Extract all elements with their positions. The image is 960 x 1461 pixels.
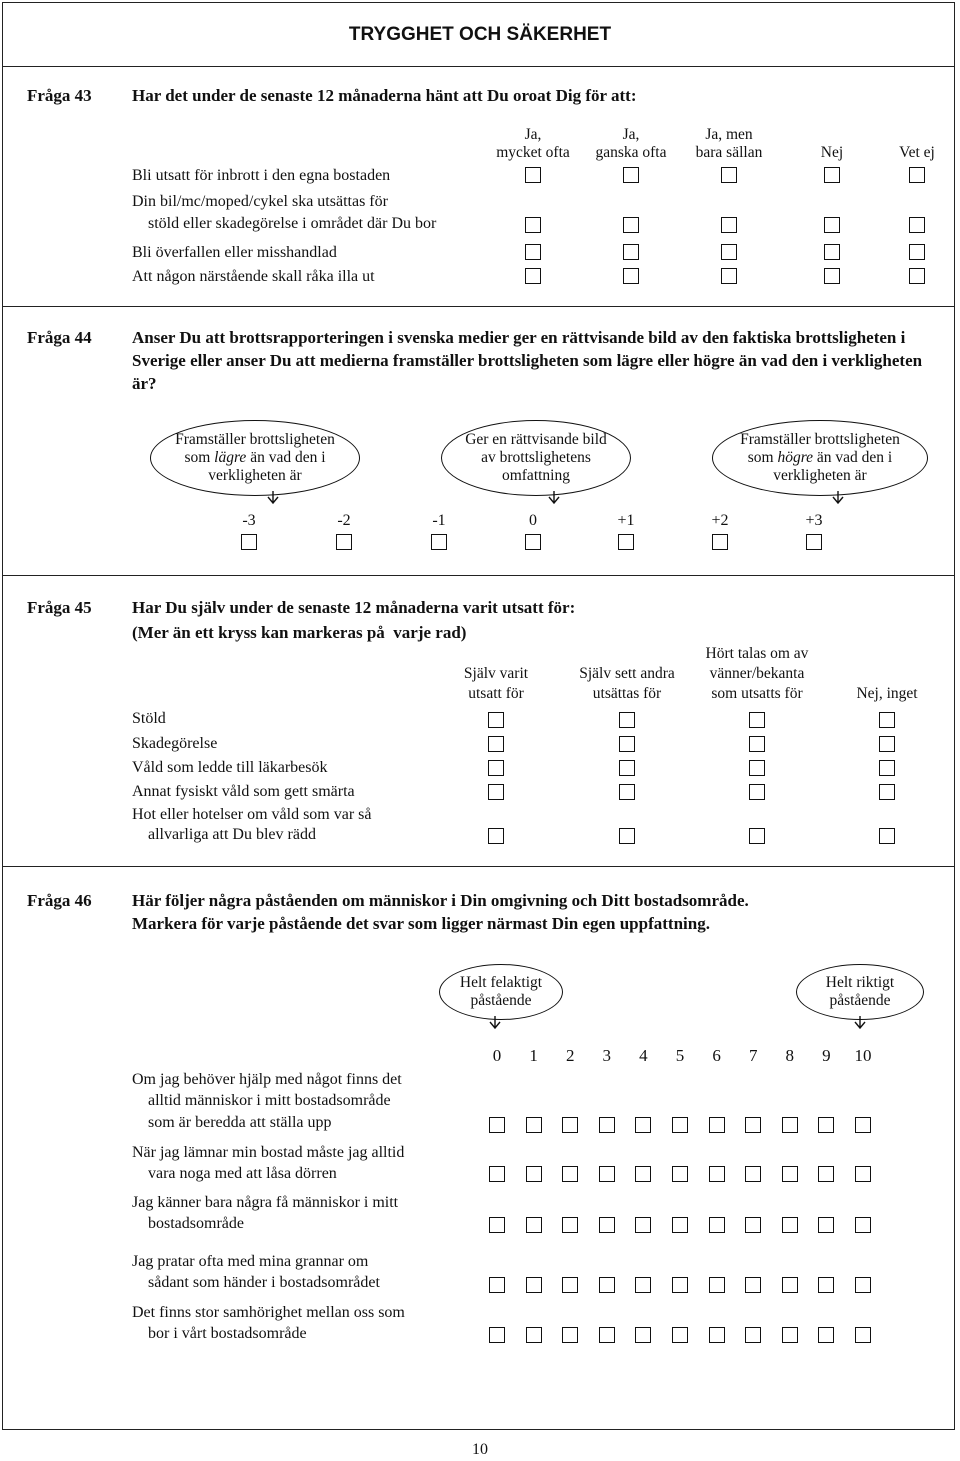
anchor-text: [826, 974, 894, 1010]
q46-checkbox[interactable]: [745, 1217, 761, 1233]
q45-column-header: [812, 644, 960, 704]
q46-checkbox[interactable]: [526, 1217, 542, 1233]
page-number: 10: [472, 1441, 488, 1458]
header-line: bara sällan: [695, 144, 763, 161]
q46-checkbox[interactable]: [855, 1166, 871, 1182]
arrow-down-icon: [853, 1016, 867, 1030]
header-line: ganska ofta: [595, 144, 667, 161]
page-title: TRYGGHET OCH SÄKERHET: [348, 24, 612, 45]
q46-anchor-left-bubble: [439, 964, 563, 1020]
q46-checkbox[interactable]: [782, 1327, 798, 1343]
q46-checkbox[interactable]: [818, 1166, 834, 1182]
q46-scale-label: 8: [785, 1046, 795, 1065]
q46-scale-label: 7: [748, 1046, 758, 1065]
q46-checkbox[interactable]: [672, 1277, 688, 1293]
q46-item-label: bostadsområde: [148, 1215, 244, 1232]
q45-checkbox[interactable]: [879, 712, 895, 728]
q46-checkbox[interactable]: [489, 1166, 505, 1182]
q46-checkbox[interactable]: [599, 1277, 615, 1293]
arrow-down-icon: [547, 491, 561, 505]
q46-scale-label: 2: [565, 1046, 575, 1065]
divider: [2, 66, 955, 67]
q45-checkbox[interactable]: [749, 712, 765, 728]
q45-question: Har Du själv under de senaste 12 månaderna varit utsatt för:: [132, 598, 576, 617]
q43-checkbox[interactable]: [525, 217, 541, 233]
q45-item-label: Annat fysiskt våld som gett smärta: [132, 783, 355, 800]
header-line: [421, 644, 571, 664]
q46-checkbox[interactable]: [526, 1327, 542, 1343]
q46-item-label: När jag lämnar min bostad måste jag alltid: [132, 1144, 405, 1161]
q44-scale-label: +1: [617, 512, 635, 529]
q45-checkbox[interactable]: [879, 828, 895, 844]
q46-checkbox[interactable]: [782, 1166, 798, 1182]
q46-checkbox[interactable]: [855, 1217, 871, 1233]
q45-checkbox[interactable]: [619, 736, 635, 752]
header-line: mycket ofta: [496, 144, 570, 161]
q45-note: (Mer än ett kryss kan markeras på varje rad): [132, 623, 467, 642]
anchor-line: Ger en rättvisande bild: [465, 431, 607, 448]
anchor-text: [460, 974, 542, 1010]
q43-checkbox[interactable]: [824, 268, 840, 284]
q46-anchor-right-bubble: [796, 964, 924, 1020]
q46-number: Fråga 46: [27, 891, 92, 910]
q45-item-label: Skadegörelse: [132, 735, 218, 752]
q46-checkbox[interactable]: [635, 1217, 651, 1233]
q46-checkbox[interactable]: [745, 1117, 761, 1133]
q43-checkbox[interactable]: [909, 217, 925, 233]
arrow-down-icon: [488, 1016, 502, 1030]
q44-scale-label: +2: [711, 512, 729, 529]
q43-checkbox[interactable]: [909, 268, 925, 284]
q46-scale-label: 4: [639, 1046, 648, 1065]
q46-scale-label: 9: [822, 1046, 831, 1065]
q44-scale-checkbox[interactable]: [241, 534, 257, 550]
q45-checkbox[interactable]: [488, 784, 504, 800]
header-line: Nej, inget: [856, 685, 918, 702]
q46-checkbox[interactable]: [818, 1277, 834, 1293]
q46-checkbox[interactable]: [745, 1277, 761, 1293]
q43-checkbox[interactable]: [721, 167, 737, 183]
q45-checkbox[interactable]: [619, 760, 635, 776]
q44-scale-label: 0: [529, 512, 537, 529]
q46-checkbox[interactable]: [489, 1217, 505, 1233]
header-line: utsättas för: [592, 685, 662, 702]
q43-number: Fråga 43: [27, 86, 92, 105]
q45-column-header: [682, 644, 832, 704]
anchor-line: verkligheten är: [773, 467, 867, 484]
anchor-text-part: än vad den i: [246, 449, 326, 466]
q43-item-label: stöld eller skadegörelse i området där Du bor: [148, 215, 437, 232]
q46-scale-label: 0: [492, 1046, 502, 1065]
q45-checkbox[interactable]: [488, 828, 504, 844]
header-line: Ja, men: [705, 126, 753, 143]
q46-checkbox[interactable]: [745, 1166, 761, 1182]
q46-checkbox[interactable]: [526, 1166, 542, 1182]
q44-scale-checkbox[interactable]: [431, 534, 447, 550]
q46-checkbox[interactable]: [672, 1117, 688, 1133]
q43-checkbox[interactable]: [623, 167, 639, 183]
anchor-line: [175, 449, 335, 467]
q43-item-label: Att någon närstående skall råka illa ut: [132, 268, 375, 285]
anchor-line: påstående: [470, 992, 532, 1009]
q46-item-label: alltid människor i mitt bostadsområde: [148, 1092, 391, 1109]
q46-checkbox[interactable]: [855, 1117, 871, 1133]
q46-item-label: sådant som händer i bostadsområdet: [148, 1274, 380, 1291]
q46-checkbox[interactable]: [562, 1217, 578, 1233]
q44-scale-label: -2: [337, 512, 351, 529]
q43-item-label: Din bil/mc/moped/cykel ska utsättas för: [132, 193, 388, 210]
q46-checkbox[interactable]: [599, 1166, 615, 1182]
q46-checkbox[interactable]: [635, 1277, 651, 1293]
q46-checkbox[interactable]: [745, 1327, 761, 1343]
anchor-line: påstående: [829, 992, 891, 1009]
header-line: Ja,: [524, 126, 542, 143]
q44-scale-label: +3: [805, 512, 823, 529]
q46-scale-label: 10: [854, 1046, 872, 1065]
anchor-line: verkligheten är: [208, 467, 302, 484]
q46-item-label: Det finns stor samhörighet mellan oss som: [132, 1304, 405, 1321]
q45-checkbox[interactable]: [488, 760, 504, 776]
header-line: som utsatts för: [711, 685, 803, 702]
q45-checkbox[interactable]: [879, 784, 895, 800]
q44-anchor-bubble: [441, 420, 631, 496]
q46-checkbox[interactable]: [562, 1166, 578, 1182]
divider: [2, 575, 955, 576]
q45-column-header: [552, 644, 702, 704]
q43-checkbox[interactable]: [623, 244, 639, 260]
q46-scale-label: 5: [675, 1046, 685, 1065]
q43-checkbox[interactable]: [623, 268, 639, 284]
divider: [2, 866, 955, 867]
anchor-text-part: som: [184, 449, 215, 466]
q46-item-label: vara noga med att låsa dörren: [148, 1165, 337, 1182]
q43-checkbox[interactable]: [721, 268, 737, 284]
q43-checkbox[interactable]: [909, 244, 925, 260]
q46-scale-label: 1: [529, 1046, 538, 1065]
header-line: [857, 126, 960, 144]
q46-checkbox[interactable]: [782, 1217, 798, 1233]
q45-checkbox[interactable]: [749, 828, 765, 844]
q44-scale-label: -1: [432, 512, 446, 529]
anchor-text: [465, 431, 607, 485]
q46-item-label: Jag pratar ofta med mina grannar om: [132, 1253, 369, 1270]
anchor-emphasis: högre: [777, 449, 814, 466]
q46-checkbox[interactable]: [855, 1327, 871, 1343]
q45-item-label: Våld som ledde till läkarbesök: [132, 759, 328, 776]
q46-checkbox[interactable]: [489, 1327, 505, 1343]
q44-scale-checkbox[interactable]: [806, 534, 822, 550]
q46-checkbox[interactable]: [672, 1166, 688, 1182]
q46-checkbox[interactable]: [672, 1217, 688, 1233]
q45-checkbox[interactable]: [879, 736, 895, 752]
q46-item-label: som är beredda att ställa upp: [148, 1114, 332, 1131]
q43-checkbox[interactable]: [721, 244, 737, 260]
header-line: Nej: [820, 144, 844, 161]
q46-checkbox[interactable]: [635, 1166, 651, 1182]
q43-checkbox[interactable]: [525, 167, 541, 183]
q43-item-label: Bli överfallen eller misshandlad: [132, 244, 337, 261]
divider: [2, 306, 955, 307]
anchor-line: Framställer brottsligheten: [740, 431, 900, 448]
q44-scale-label: -3: [242, 512, 256, 529]
q46-checkbox[interactable]: [709, 1166, 725, 1182]
q46-checkbox[interactable]: [855, 1277, 871, 1293]
q46-checkbox[interactable]: [599, 1327, 615, 1343]
q46-checkbox[interactable]: [599, 1217, 615, 1233]
q46-question-line2: Markera för varje påstående det svar som ligger närmast Din egen uppfattning.: [132, 914, 710, 933]
q46-checkbox[interactable]: [635, 1327, 651, 1343]
q43-column-header: [857, 126, 960, 162]
q44-anchor-bubble: [712, 420, 928, 496]
q45-column-header: [421, 644, 571, 704]
q46-item-label: bor i vårt bostadsområde: [148, 1325, 307, 1342]
q45-item-label: Hot eller hotelser om våld som var så: [132, 806, 372, 823]
q46-checkbox[interactable]: [709, 1217, 725, 1233]
q46-checkbox[interactable]: [818, 1327, 834, 1343]
q46-checkbox[interactable]: [562, 1277, 578, 1293]
anchor-line: Helt riktigt: [825, 974, 895, 991]
q46-checkbox[interactable]: [526, 1277, 542, 1293]
anchor-line: [740, 449, 900, 467]
header-line: vänner/bekanta: [709, 665, 805, 682]
q43-checkbox[interactable]: [824, 244, 840, 260]
q46-checkbox[interactable]: [489, 1117, 505, 1133]
anchor-text: [175, 431, 335, 485]
q46-checkbox[interactable]: [709, 1117, 725, 1133]
header-line: [552, 644, 702, 664]
header-line: Ja,: [622, 126, 640, 143]
q43-checkbox[interactable]: [824, 167, 840, 183]
anchor-line: Helt felaktigt: [459, 974, 543, 991]
q46-checkbox[interactable]: [709, 1327, 725, 1343]
q43-checkbox[interactable]: [909, 167, 925, 183]
q43-checkbox[interactable]: [525, 244, 541, 260]
q45-checkbox[interactable]: [879, 760, 895, 776]
header-line: Vet ej: [899, 144, 935, 161]
arrow-down-icon: [266, 491, 280, 505]
q43-question: Har det under de senaste 12 månaderna hänt att Du oroat Dig för att:: [132, 86, 637, 105]
header-line: utsatt för: [468, 685, 524, 702]
q46-checkbox[interactable]: [526, 1117, 542, 1133]
q46-scale-label: 6: [712, 1046, 721, 1065]
q46-checkbox[interactable]: [782, 1277, 798, 1293]
arrow-down-icon: [831, 491, 845, 505]
q45-checkbox[interactable]: [619, 828, 635, 844]
q43-column-header: [669, 126, 789, 162]
q43-checkbox[interactable]: [824, 217, 840, 233]
anchor-text-part: än vad den i: [813, 449, 893, 466]
anchor-line: Framställer brottsligheten: [175, 431, 335, 448]
anchor-line: omfattning: [501, 467, 570, 484]
q44-question: Anser Du att brottsrapporteringen i svenska medier ger en rättvisande bild av den faktiska brottsligheten i Sverige eller anser Du att medierna framställer brottsligheten som lägre eller högre än vad den i verkligheten är?: [132, 328, 923, 393]
anchor-line: [465, 449, 607, 467]
q46-checkbox[interactable]: [489, 1277, 505, 1293]
anchor-emphasis: lägre: [214, 449, 247, 466]
q44-scale-checkbox[interactable]: [336, 534, 352, 550]
q43-item-label: Bli utsatt för inbrott i den egna bostaden: [132, 167, 391, 184]
q46-checkbox[interactable]: [562, 1327, 578, 1343]
q44-scale-checkbox[interactable]: [525, 534, 541, 550]
header-line: Hört talas om av: [705, 645, 809, 662]
q45-item-label: Stöld: [132, 710, 166, 727]
q45-checkbox[interactable]: [619, 712, 635, 728]
q44-number: Fråga 44: [27, 328, 92, 347]
q46-scale-label: 3: [602, 1046, 612, 1065]
q46-checkbox[interactable]: [672, 1327, 688, 1343]
header-line: [812, 644, 960, 664]
q45-checkbox[interactable]: [749, 784, 765, 800]
header-line: Själv varit: [463, 665, 529, 682]
q45-checkbox[interactable]: [488, 712, 504, 728]
anchor-text-part: som: [747, 449, 778, 466]
q46-checkbox[interactable]: [818, 1117, 834, 1133]
q46-question-line1: Här följer några påståenden om människor i Din omgivning och Ditt bostadsområde.: [132, 891, 749, 910]
q43-checkbox[interactable]: [623, 217, 639, 233]
q43-checkbox[interactable]: [525, 268, 541, 284]
q44-scale-checkbox[interactable]: [618, 534, 634, 550]
q45-checkbox[interactable]: [749, 736, 765, 752]
q45-checkbox[interactable]: [619, 784, 635, 800]
q44-scale-checkbox[interactable]: [712, 534, 728, 550]
header-line: [812, 664, 960, 684]
q46-checkbox[interactable]: [782, 1117, 798, 1133]
q46-checkbox[interactable]: [635, 1117, 651, 1133]
q46-checkbox[interactable]: [562, 1117, 578, 1133]
q46-item-label: Jag känner bara några få människor i mitt: [132, 1194, 399, 1211]
q45-number: Fråga 45: [27, 598, 92, 617]
q45-item-label: allvarliga att Du blev rädd: [148, 826, 316, 843]
q46-checkbox[interactable]: [709, 1277, 725, 1293]
q44-anchor-bubble: [150, 420, 360, 496]
q46-item-label: Om jag behöver hjälp med något finns det: [132, 1071, 402, 1088]
anchor-text-part: av brottslighetens: [481, 449, 591, 466]
q46-checkbox[interactable]: [599, 1117, 615, 1133]
q46-checkbox[interactable]: [818, 1217, 834, 1233]
q45-checkbox[interactable]: [749, 760, 765, 776]
header-line: Själv sett andra: [579, 665, 675, 682]
q43-checkbox[interactable]: [721, 217, 737, 233]
q45-checkbox[interactable]: [488, 736, 504, 752]
anchor-text: [740, 431, 900, 485]
